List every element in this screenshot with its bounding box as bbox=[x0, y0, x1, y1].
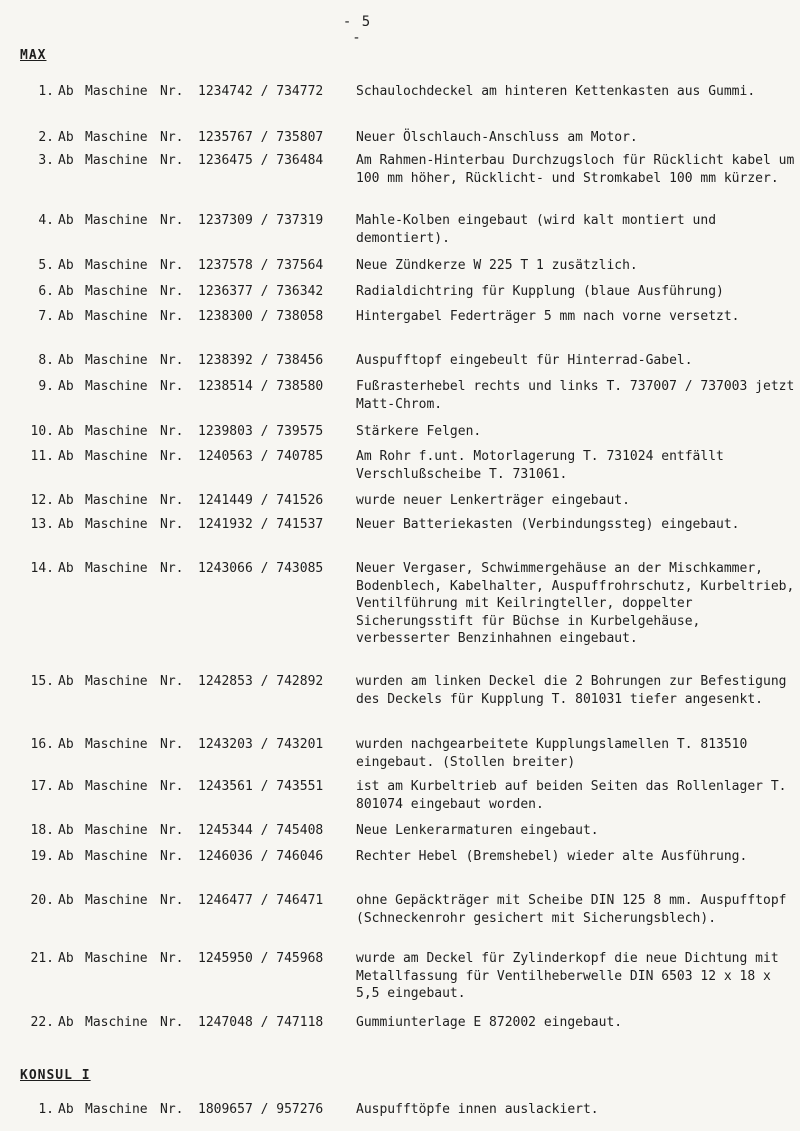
section-title-max: MAX bbox=[20, 48, 47, 63]
entry-num: 5. bbox=[38, 258, 54, 273]
entry-code: 1246477 / 746471 bbox=[198, 893, 324, 908]
entry-maschine: Maschine bbox=[85, 424, 148, 439]
entry-code: 1243203 / 743201 bbox=[198, 737, 324, 752]
entry-maschine: Maschine bbox=[85, 674, 148, 689]
entry-code: 1239803 / 739575 bbox=[198, 424, 324, 439]
entry-desc: Neuer Vergaser, Schwimmergehäuse an der Mischkammer, Bodenblech, Kabelhalter, Auspuffrohrschutz, Kurbeltrieb, Ventilführung mit Keilringteller, doppelter Sicherungsstift für Büchse in Kurbelgehäuse, verbesserter Benzinhahnen eingebaut. bbox=[356, 561, 795, 646]
entry-nr: Nr. bbox=[160, 84, 184, 99]
entry-code: 1245344 / 745408 bbox=[198, 823, 324, 838]
entry-desc: Neue Zündkerze W 225 T 1 zusätzlich. bbox=[356, 258, 638, 273]
entry-num: 9. bbox=[38, 379, 54, 394]
entry-nr: Nr. bbox=[160, 849, 184, 864]
entry-nr: Nr. bbox=[160, 130, 184, 145]
entry-maschine: Maschine bbox=[85, 517, 148, 532]
entry-desc: Am Rahmen-Hinterbau Durchzugsloch für Rücklicht kabel um 100 mm höher, Rücklicht- und Stromkabel 100 mm kürzer. bbox=[356, 153, 795, 186]
entry-nr: Nr. bbox=[160, 424, 184, 439]
entry-code: 1237309 / 737319 bbox=[198, 213, 324, 228]
entry-maschine: Maschine bbox=[85, 284, 148, 299]
entry-maschine: Maschine bbox=[85, 493, 148, 508]
entry-nr: Nr. bbox=[160, 153, 184, 168]
entry-ab: Ab bbox=[58, 309, 74, 324]
entry-code: 1243561 / 743551 bbox=[198, 779, 324, 794]
entry-desc: Neue Lenkerarmaturen eingebaut. bbox=[356, 823, 599, 838]
entry-num: 11. bbox=[30, 449, 54, 464]
entry-nr: Nr. bbox=[160, 213, 184, 228]
entry-ab: Ab bbox=[58, 284, 74, 299]
entry-desc: Stärkere Felgen. bbox=[356, 424, 482, 439]
entry-code: 1235767 / 735807 bbox=[198, 130, 324, 145]
entry-code: 1242853 / 742892 bbox=[198, 674, 324, 689]
entry-ab: Ab bbox=[58, 823, 74, 838]
entry-maschine: Maschine bbox=[85, 309, 148, 324]
entry-desc: Rechter Hebel (Bremshebel) wieder alte Ausführung. bbox=[356, 849, 748, 864]
entry-desc: wurde neuer Lenkerträger eingebaut. bbox=[356, 493, 630, 508]
entry-maschine: Maschine bbox=[85, 153, 148, 168]
entry-desc: Fußrasterhebel rechts und links T. 737007 / 737003 jetzt Matt-Chrom. bbox=[356, 379, 795, 412]
entry-num: 17. bbox=[30, 779, 54, 794]
entry-maschine: Maschine bbox=[85, 823, 148, 838]
entry-ab: Ab bbox=[58, 153, 74, 168]
entry-maschine: Maschine bbox=[85, 737, 148, 752]
entry-num: 12. bbox=[30, 493, 54, 508]
entry-num: 19. bbox=[30, 849, 54, 864]
entry-maschine: Maschine bbox=[85, 1015, 148, 1030]
entry-maschine: Maschine bbox=[85, 893, 148, 908]
entry-num: 3. bbox=[38, 153, 54, 168]
entry-ab: Ab bbox=[58, 130, 74, 145]
entry-ab: Ab bbox=[58, 517, 74, 532]
entry-code: 1245950 / 745968 bbox=[198, 951, 324, 966]
entry-ab: Ab bbox=[58, 779, 74, 794]
entry-ab: Ab bbox=[58, 353, 74, 368]
entry-ab: Ab bbox=[58, 893, 74, 908]
entry-desc: Am Rohr f.unt. Motorlagerung T. 731024 entfällt Verschlußscheibe T. 731061. bbox=[356, 449, 724, 482]
entry-desc: Radialdichtring für Kupplung (blaue Ausführung) bbox=[356, 284, 724, 299]
entry-nr: Nr. bbox=[160, 737, 184, 752]
entry-num: 22. bbox=[30, 1015, 54, 1030]
entry-nr: Nr. bbox=[160, 893, 184, 908]
entry-ab: Ab bbox=[58, 258, 74, 273]
entry-num: 18. bbox=[30, 823, 54, 838]
entry-maschine: Maschine bbox=[85, 449, 148, 464]
entry-code: 1246036 / 746046 bbox=[198, 849, 324, 864]
page-number: - 5 - bbox=[342, 14, 372, 46]
entry-maschine: Maschine bbox=[85, 951, 148, 966]
entry-nr: Nr. bbox=[160, 823, 184, 838]
entry-nr: Nr. bbox=[160, 517, 184, 532]
entry-code: 1809657 / 957276 bbox=[198, 1102, 324, 1117]
entry-maschine: Maschine bbox=[85, 1102, 148, 1117]
entry-desc: ist am Kurbeltrieb auf beiden Seiten das Rollenlager T. 801074 eingebaut worden. bbox=[356, 779, 787, 812]
entry-ab: Ab bbox=[58, 493, 74, 508]
entry-num: 8. bbox=[38, 353, 54, 368]
entry-num: 6. bbox=[38, 284, 54, 299]
entry-nr: Nr. bbox=[160, 1015, 184, 1030]
entry-num: 13. bbox=[30, 517, 54, 532]
entry-ab: Ab bbox=[58, 213, 74, 228]
entry-desc: Neuer Ölschlauch-Anschluss am Motor. bbox=[356, 130, 638, 145]
entry-nr: Nr. bbox=[160, 379, 184, 394]
entry-ab: Ab bbox=[58, 424, 74, 439]
entry-ab: Ab bbox=[58, 1102, 74, 1117]
entry-ab: Ab bbox=[58, 379, 74, 394]
entry-desc: ohne Gepäckträger mit Scheibe DIN 125 8 mm. Auspufftopf (Schneckenrohr gesichert mit Sicherungsblech). bbox=[356, 893, 787, 926]
entry-desc: Neuer Batteriekasten (Verbindungssteg) eingebaut. bbox=[356, 517, 740, 532]
entry-ab: Ab bbox=[58, 1015, 74, 1030]
entry-code: 1241932 / 741537 bbox=[198, 517, 324, 532]
entry-num: 4. bbox=[38, 213, 54, 228]
entry-nr: Nr. bbox=[160, 951, 184, 966]
entry-desc: wurden am linken Deckel die 2 Bohrungen zur Befestigung des Deckels für Kupplung T. 801031 tiefer angesenkt. bbox=[356, 674, 787, 707]
entry-code: 1240563 / 740785 bbox=[198, 449, 324, 464]
entry-code: 1238300 / 738058 bbox=[198, 309, 324, 324]
entry-num: 7. bbox=[38, 309, 54, 324]
entry-num: 1. bbox=[38, 1102, 54, 1117]
entry-nr: Nr. bbox=[160, 1102, 184, 1117]
entry-code: 1236475 / 736484 bbox=[198, 153, 324, 168]
entry-ab: Ab bbox=[58, 84, 74, 99]
entry-code: 1241449 / 741526 bbox=[198, 493, 324, 508]
entry-desc: wurde am Deckel für Zylinderkopf die neue Dichtung mit Metallfassung für Ventilheberwelle DIN 6503 12 x 18 x 5,5 eingebaut. bbox=[356, 951, 779, 1001]
entry-maschine: Maschine bbox=[85, 213, 148, 228]
entry-maschine: Maschine bbox=[85, 130, 148, 145]
entry-ab: Ab bbox=[58, 674, 74, 689]
entry-num: 14. bbox=[30, 561, 54, 576]
entry-desc: Gummiunterlage E 872002 eingebaut. bbox=[356, 1015, 623, 1030]
entry-ab: Ab bbox=[58, 449, 74, 464]
entry-num: 20. bbox=[30, 893, 54, 908]
entry-maschine: Maschine bbox=[85, 849, 148, 864]
entry-maschine: Maschine bbox=[85, 561, 148, 576]
entry-desc: Hintergabel Federträger 5 mm nach vorne versetzt. bbox=[356, 309, 740, 324]
entry-nr: Nr. bbox=[160, 779, 184, 794]
entry-ab: Ab bbox=[58, 737, 74, 752]
entry-desc: Auspufftopf eingebeult für Hinterrad-Gabel. bbox=[356, 353, 693, 368]
entry-maschine: Maschine bbox=[85, 379, 148, 394]
entry-nr: Nr. bbox=[160, 284, 184, 299]
entry-num: 21. bbox=[30, 951, 54, 966]
entry-code: 1234742 / 734772 bbox=[198, 84, 324, 99]
section-title-konsul: KONSUL I bbox=[20, 1068, 91, 1083]
entry-num: 1. bbox=[38, 84, 54, 99]
entry-code: 1238514 / 738580 bbox=[198, 379, 324, 394]
entry-maschine: Maschine bbox=[85, 84, 148, 99]
entry-code: 1243066 / 743085 bbox=[198, 561, 324, 576]
entry-desc: Auspufftöpfe innen auslackiert. bbox=[356, 1102, 599, 1117]
entry-ab: Ab bbox=[58, 951, 74, 966]
entry-maschine: Maschine bbox=[85, 779, 148, 794]
entry-code: 1236377 / 736342 bbox=[198, 284, 324, 299]
entry-nr: Nr. bbox=[160, 493, 184, 508]
entry-nr: Nr. bbox=[160, 258, 184, 273]
entry-nr: Nr. bbox=[160, 561, 184, 576]
entry-num: 10. bbox=[30, 424, 54, 439]
entry-num: 2. bbox=[38, 130, 54, 145]
entry-nr: Nr. bbox=[160, 309, 184, 324]
entry-desc: Mahle-Kolben eingebaut (wird kalt montiert und demontiert). bbox=[356, 213, 717, 246]
entry-nr: Nr. bbox=[160, 353, 184, 368]
entry-maschine: Maschine bbox=[85, 353, 148, 368]
entry-desc: wurden nachgearbeitete Kupplungslamellen T. 813510 eingebaut. (Stollen breiter) bbox=[356, 737, 748, 770]
entry-ab: Ab bbox=[58, 849, 74, 864]
entry-desc: Schaulochdeckel am hinteren Kettenkasten aus Gummi. bbox=[356, 84, 756, 99]
entry-num: 16. bbox=[30, 737, 54, 752]
entry-maschine: Maschine bbox=[85, 258, 148, 273]
entry-ab: Ab bbox=[58, 561, 74, 576]
entry-code: 1247048 / 747118 bbox=[198, 1015, 324, 1030]
entry-nr: Nr. bbox=[160, 449, 184, 464]
entry-num: 15. bbox=[30, 674, 54, 689]
entry-nr: Nr. bbox=[160, 674, 184, 689]
entry-code: 1237578 / 737564 bbox=[198, 258, 324, 273]
entry-code: 1238392 / 738456 bbox=[198, 353, 324, 368]
